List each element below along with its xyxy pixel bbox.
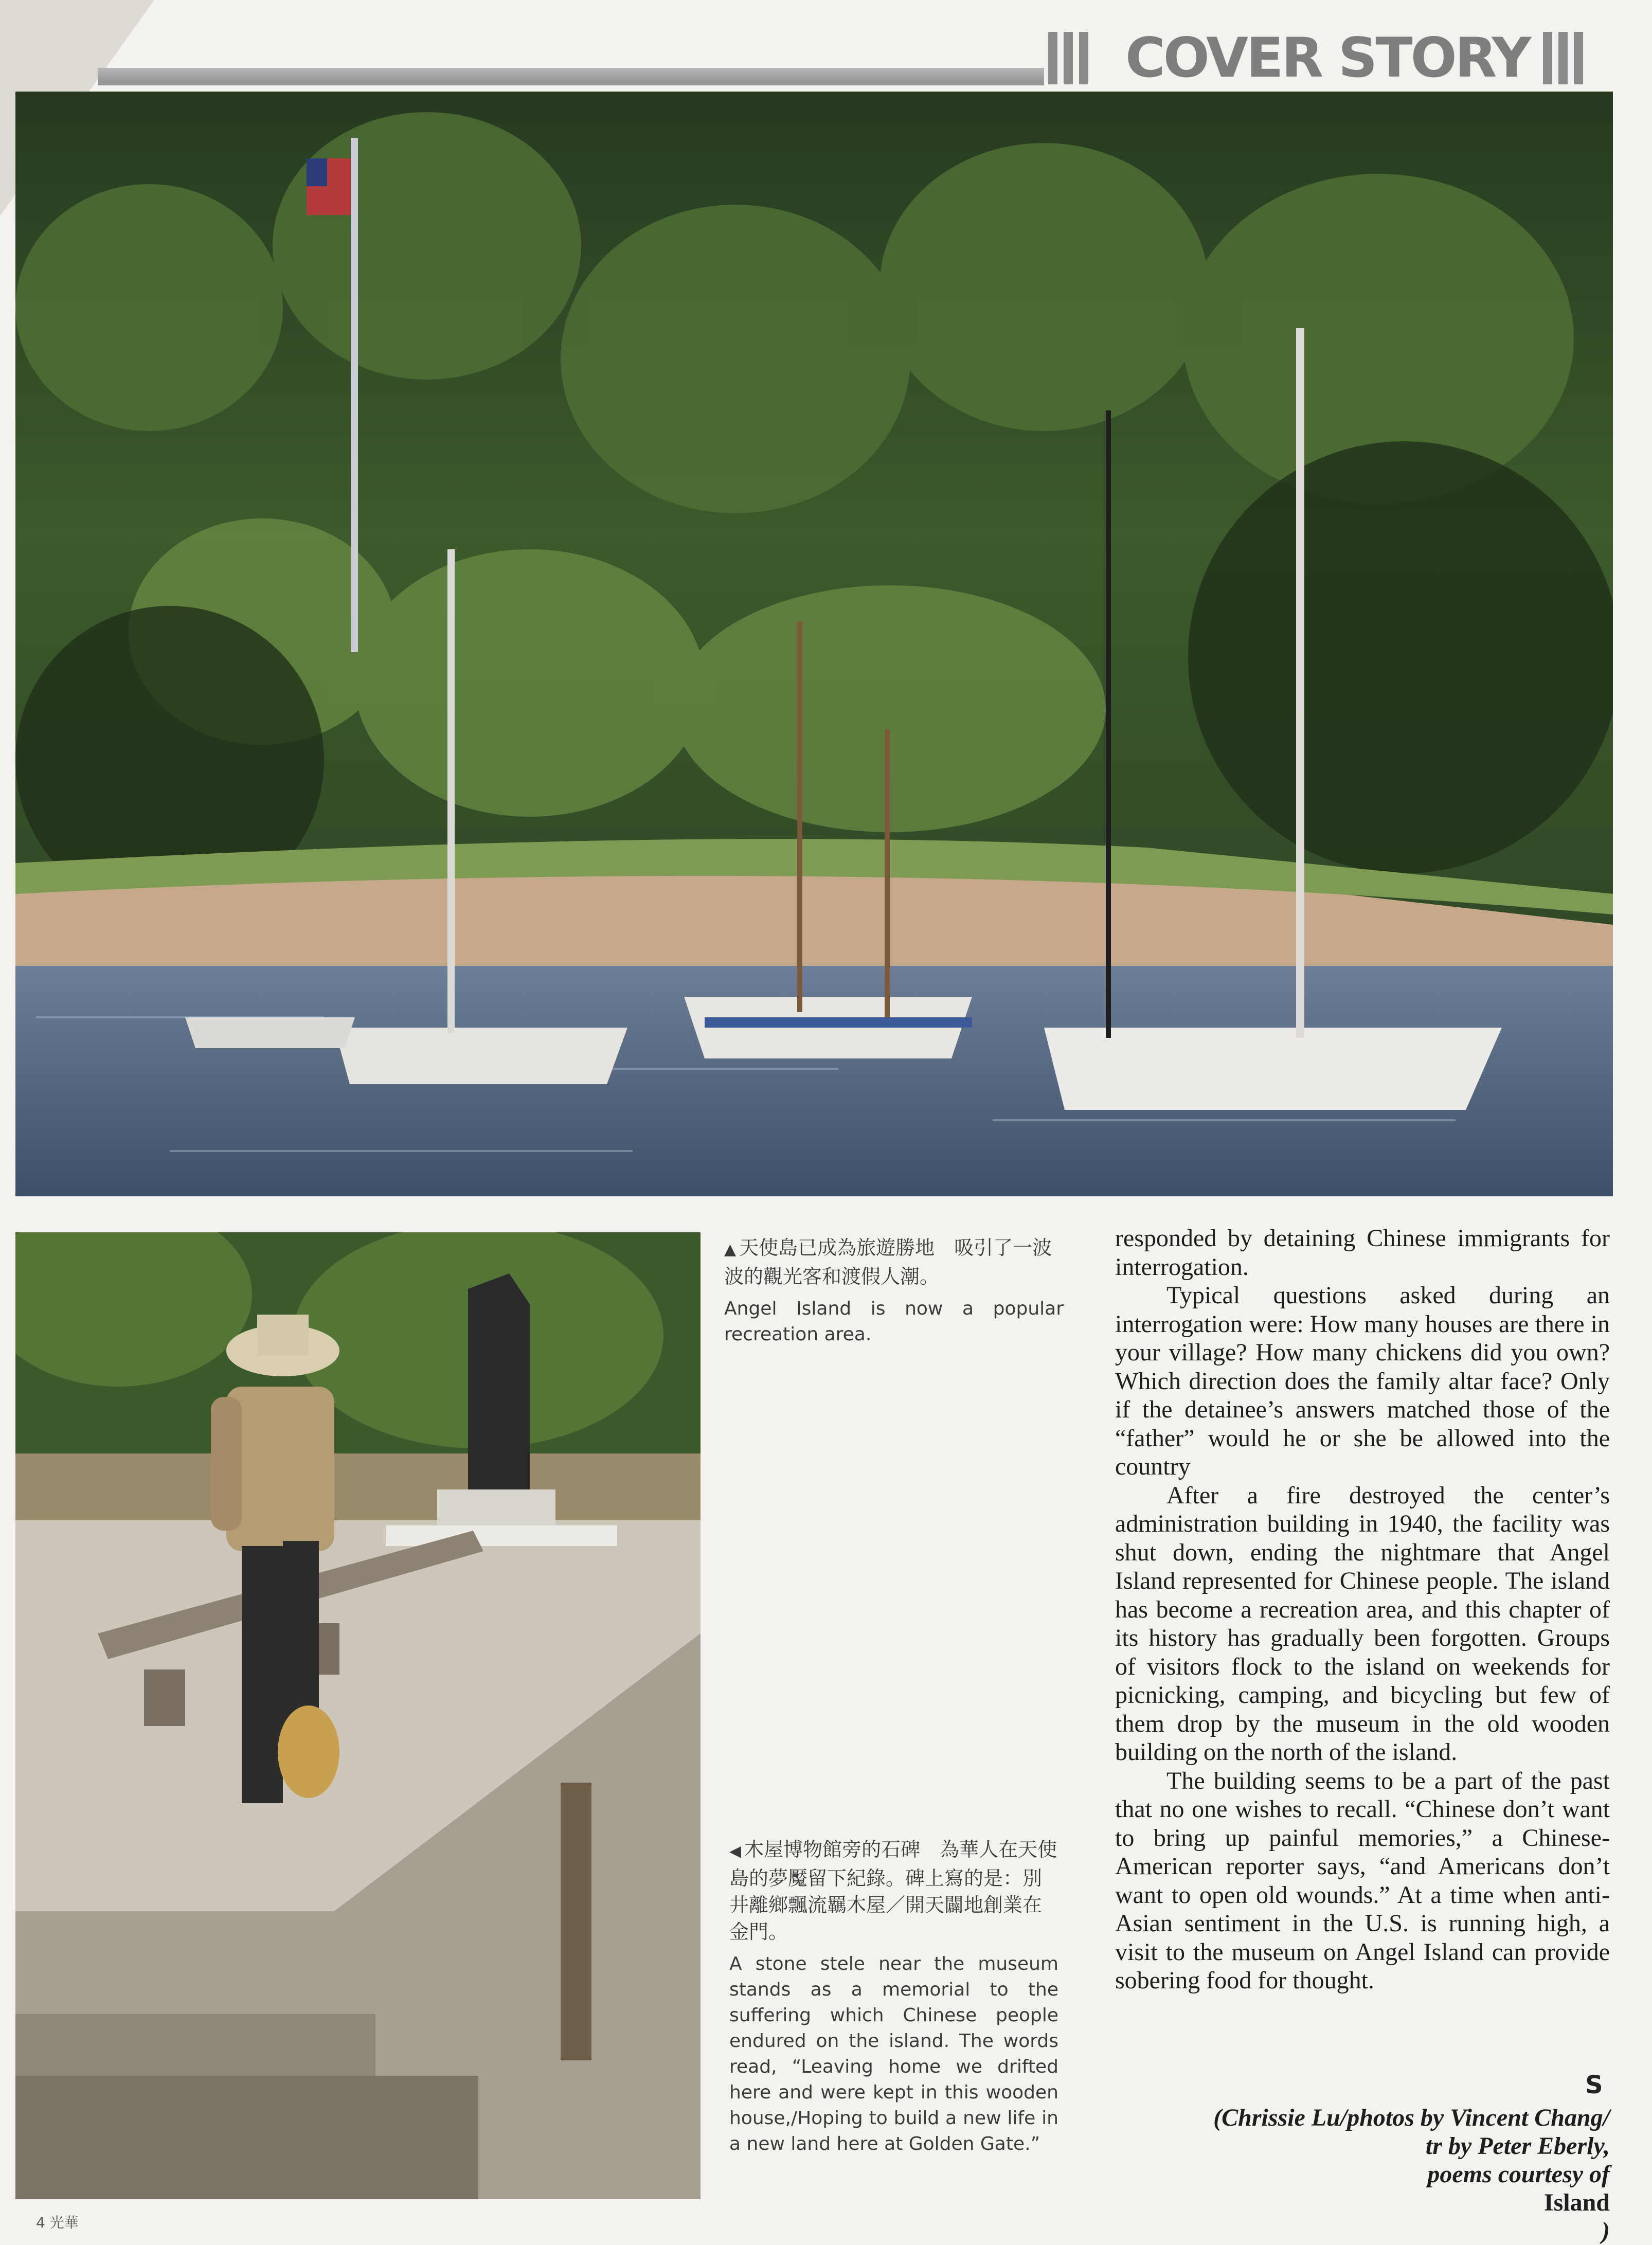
caption-bottom-english: A stone stele near the museum stands as a memorial to the suffering which Chinese people endured on the island. The words read, “Leaving home we drifted here and were kept in this wooden house,/Hoping to build a new life in a new land here at Golden Gate.” bbox=[729, 1953, 1058, 2154]
header-rule bbox=[98, 68, 1044, 85]
caption-top-chinese: 天使島已成為旅遊勝地 吸引了一波波的觀光客和渡假人潮。 bbox=[724, 1236, 1052, 1288]
end-mark-icon: S bbox=[1585, 2071, 1603, 2099]
article-paragraph-3: After a fire destroyed the center’s administration building in 1940, the facility was shut down, ending the nightmare that Angel Island represented for Chinese people. The island has become a recreation area, and this chapter of its history has gradually been forgotten. Groups of visitors flock to the island on weekends for picnicking, camping, and bicycling but few of them drop by the museum in the old wooden building on the north of the island. bbox=[1115, 1481, 1610, 1766]
section-title: COVER STORY bbox=[1125, 26, 1530, 89]
page-number: 4 光華 bbox=[36, 2214, 79, 2231]
article-paragraph-2: Typical questions asked during an interrogation were: How many houses are there in your village? How many chickens did you own? Which direction does the family altar face? Only if the detainee’s answers matched those of the “father” would he or she be allowed into the country bbox=[1115, 1282, 1610, 1480]
credit-line-3-close: ) bbox=[1602, 2217, 1610, 2244]
credit-line-3 bbox=[1115, 2160, 1610, 2245]
triangle-up-icon: ▲ bbox=[724, 1241, 737, 1259]
caption-bottom-chinese: 木屋博物館旁的石碑 為華人在天使島的夢魘留下紀錄。碑上寫的是：別井離鄉飄流羈木屋／開天闢地創業在金門。 bbox=[729, 1838, 1057, 1943]
credit-line-3-italic: poems courtesy of bbox=[1427, 2161, 1610, 2188]
credit-source-name: Island bbox=[1543, 2189, 1610, 2216]
article-credit bbox=[1115, 2104, 1610, 2245]
triangle-left-icon: ◀ bbox=[729, 1842, 742, 1860]
article-body bbox=[1115, 1224, 1610, 1995]
article-paragraph-1: responded by detaining Chinese immigrants for interrogation. bbox=[1115, 1225, 1610, 1281]
photo-caption-bottom bbox=[729, 1836, 1058, 2157]
caption-top-english: Angel Island is now a popular recreation area. bbox=[724, 1298, 1064, 1345]
header-bars-right bbox=[1543, 32, 1583, 84]
photo-caption-top bbox=[724, 1234, 1064, 1348]
sailboats-harbor-photo-art bbox=[15, 92, 1613, 1196]
article-paragraph-4: The building seems to be a part of the past that no one wishes to recall. “Chinese don’t want to bring up painful memories,” a Chinese-American reporter says, “and Americans don’t want to open old wounds.” At a time when anti-Asian sentiment in the U.S. is running high, a visit to the museum on Angel Island can provide sobering food for thought. bbox=[1115, 1767, 1610, 1994]
park-ranger-sweeping-photo-art bbox=[15, 1232, 701, 2199]
park-ranger-sweeping-photo bbox=[15, 1232, 701, 2199]
sailboats-harbor-photo bbox=[15, 92, 1613, 1196]
credit-line-2: tr by Peter Eberly, bbox=[1425, 2132, 1610, 2160]
credit-line-1: (Chrissie Lu/photos by Vincent Chang/ bbox=[1213, 2104, 1610, 2131]
header-bars-left bbox=[1048, 32, 1088, 84]
